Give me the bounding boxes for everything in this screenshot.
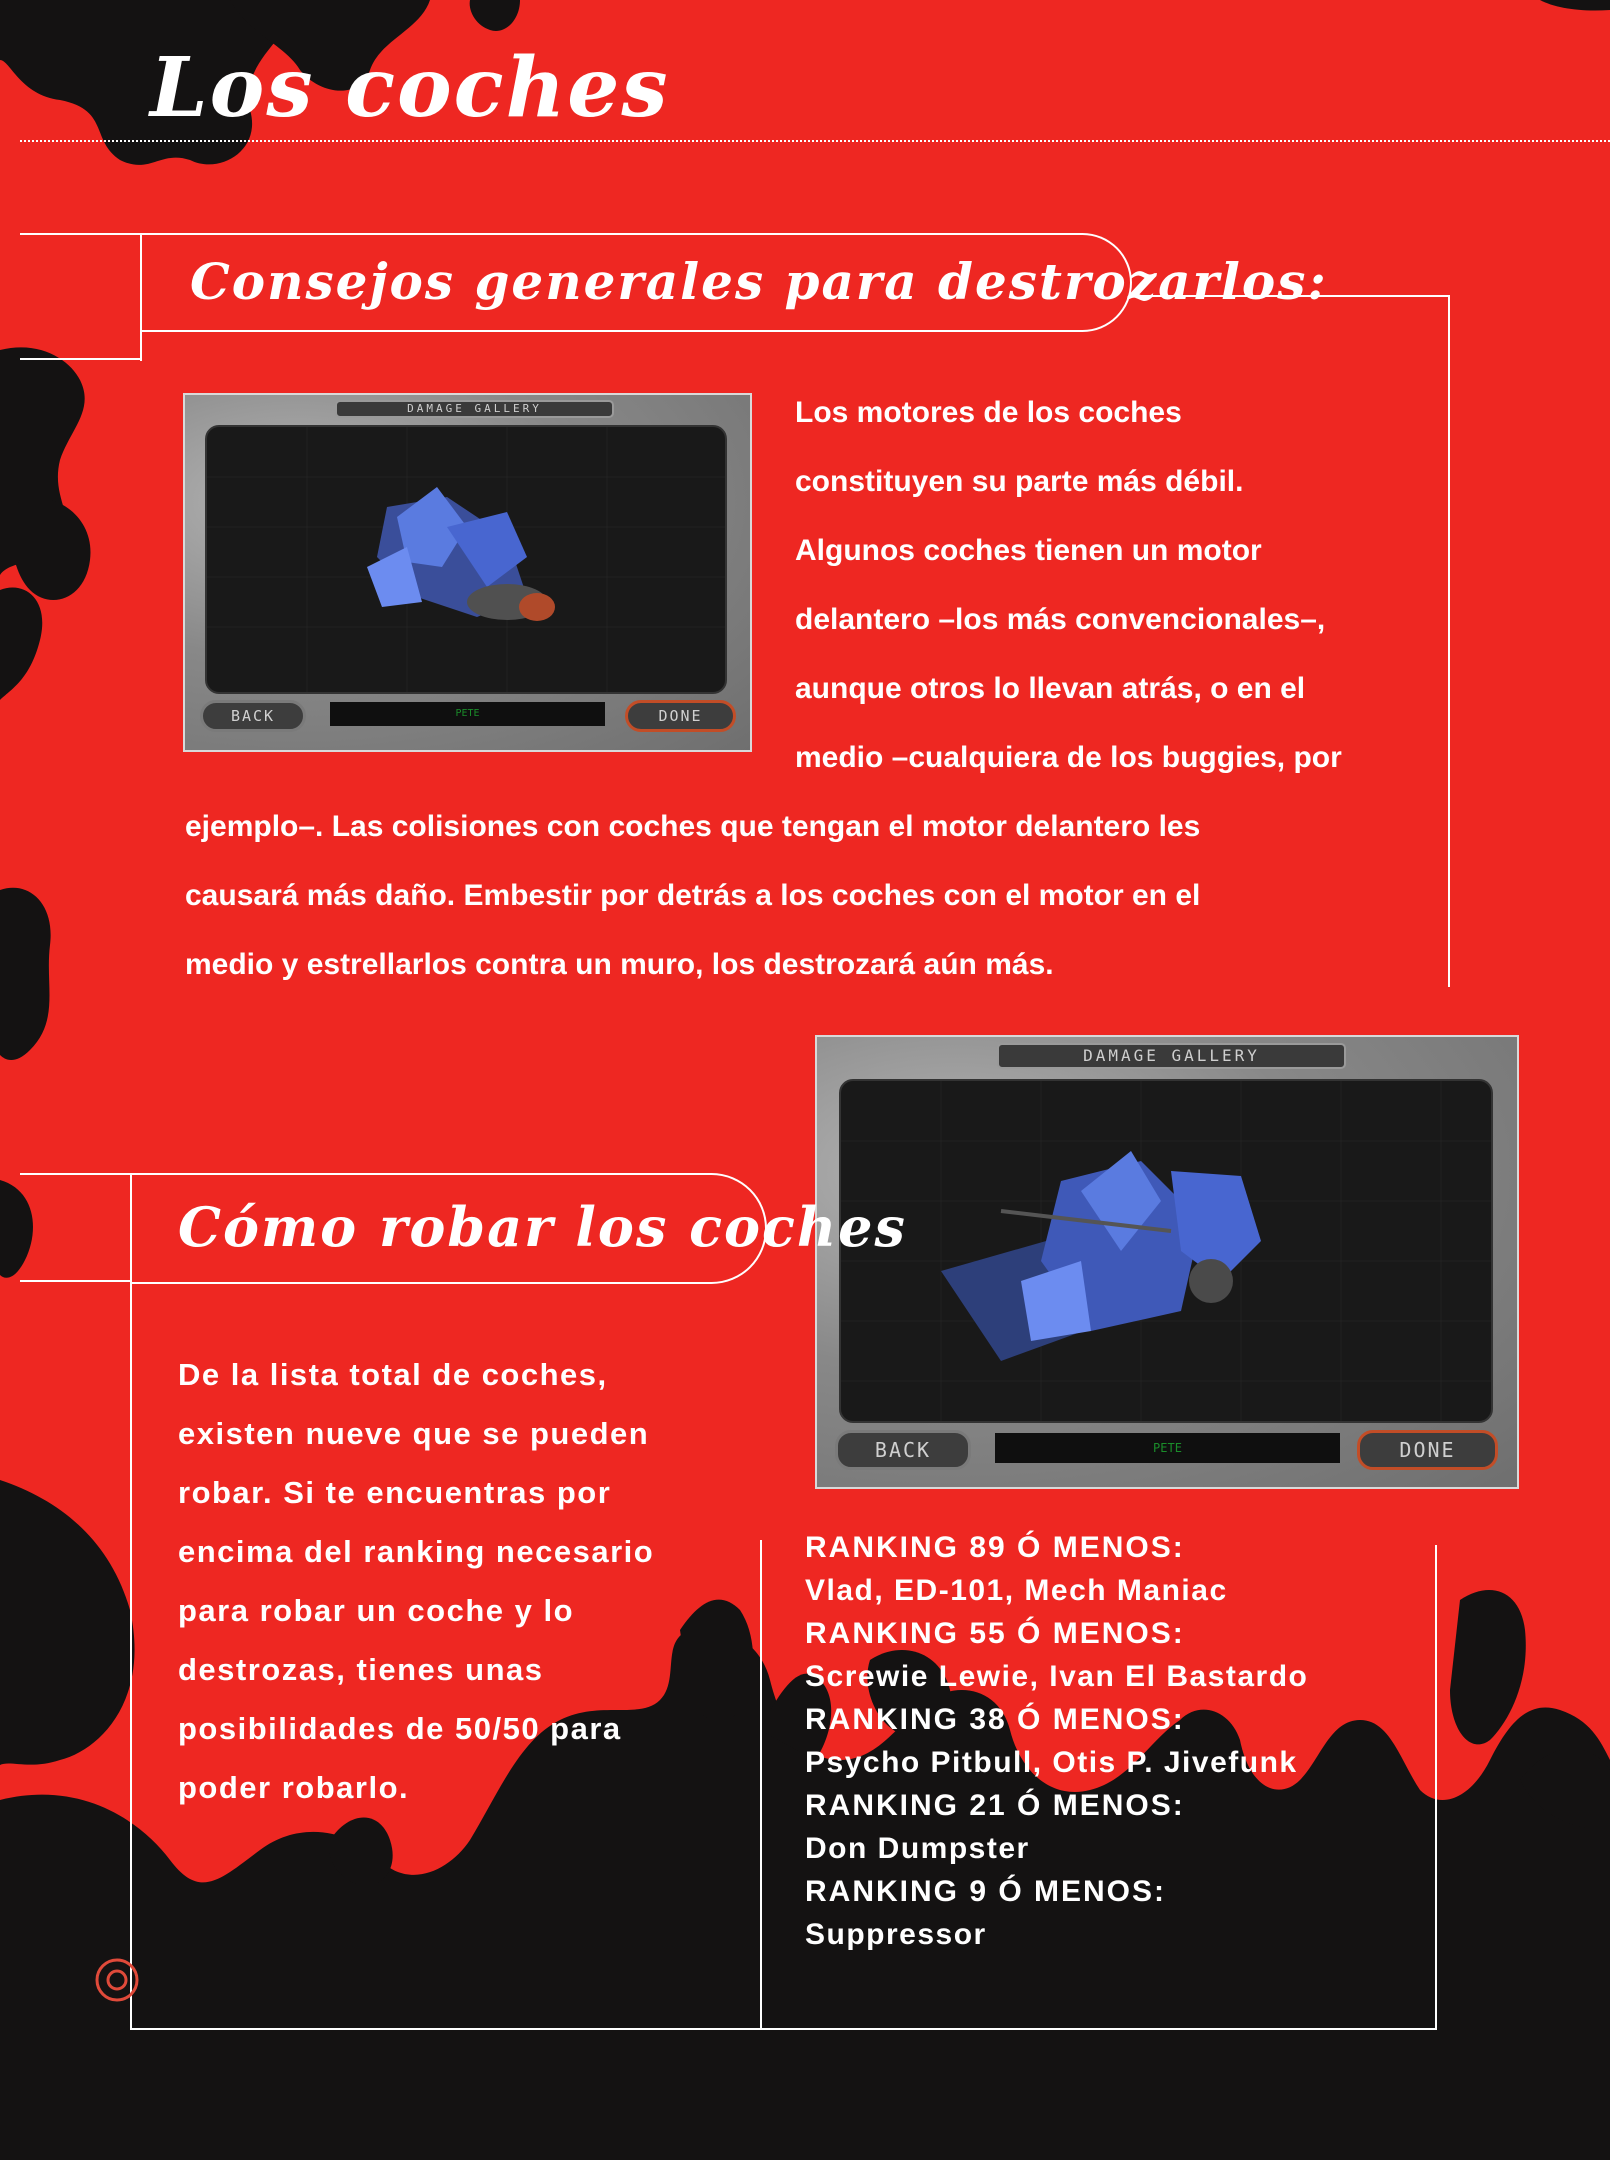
page-title: Los coches bbox=[150, 40, 670, 136]
section1-frame-mid-left bbox=[20, 358, 142, 360]
done-button[interactable]: DONE bbox=[1357, 1430, 1498, 1470]
text-line: causará más daño. Embestir por detrás a los coches con el motor en el bbox=[185, 879, 1201, 912]
text-line: De la lista total de coches, bbox=[178, 1357, 608, 1392]
section2-heading: Cómo robar los coches bbox=[178, 1195, 907, 1259]
text-line: delantero –los más convencionales–, bbox=[795, 603, 1326, 636]
section2-frame-bottom bbox=[130, 2028, 1437, 2030]
section2-frame-mid-left bbox=[20, 1280, 132, 1282]
ranking-cars: Psycho Pitbull, Otis P. Jivefunk bbox=[805, 1746, 1298, 1779]
vehicle-name-field: PETE bbox=[995, 1433, 1340, 1463]
title-dotted-rule bbox=[20, 140, 1610, 142]
wrecked-car-icon bbox=[207, 427, 725, 692]
ranking-cars: Vlad, ED-101, Mech Maniac bbox=[805, 1574, 1228, 1607]
section2-frame-left bbox=[130, 1173, 132, 2028]
section2-divider bbox=[760, 1540, 762, 2030]
section2-frame-right bbox=[1435, 1545, 1437, 2030]
section1-paragraph-bottom bbox=[185, 792, 1425, 999]
ranking-label: RANKING 38 Ó MENOS: bbox=[805, 1703, 1185, 1736]
section2-paragraph bbox=[178, 1345, 738, 1817]
ranking-label: RANKING 55 Ó MENOS: bbox=[805, 1617, 1185, 1650]
damage-gallery-screenshot-2 bbox=[815, 1035, 1519, 1489]
section1-frame-left bbox=[140, 233, 142, 361]
ranking-cars: Screwie Lewie, Ivan El Bastardo bbox=[805, 1660, 1309, 1693]
text-line: existen nueve que se pueden bbox=[178, 1416, 650, 1451]
publisher-logo-icon bbox=[92, 1955, 142, 2005]
screenshot-2-header: DAMAGE GALLERY bbox=[997, 1043, 1346, 1069]
text-line: medio y estrellarlos contra un muro, los destrozará aún más. bbox=[185, 948, 1054, 981]
text-line: para robar un coche y lo bbox=[178, 1593, 575, 1628]
text-line: robar. Si te encuentras por bbox=[178, 1475, 612, 1510]
ranking-label: RANKING 89 Ó MENOS: bbox=[805, 1531, 1185, 1564]
text-line: aunque otros lo llevan atrás, o en el bbox=[795, 672, 1306, 705]
ranking-label: RANKING 21 Ó MENOS: bbox=[805, 1789, 1185, 1822]
screenshot-1-header: DAMAGE GALLERY bbox=[335, 400, 614, 418]
section1-paragraph-top bbox=[795, 378, 1435, 792]
ranking-label: RANKING 9 Ó MENOS: bbox=[805, 1875, 1167, 1908]
vehicle-name-field: PETE bbox=[330, 702, 605, 726]
section1-frame-right bbox=[1448, 295, 1450, 987]
text-line: Algunos coches tienen un motor bbox=[795, 534, 1262, 567]
screenshot-1-viewport bbox=[205, 425, 727, 694]
text-line: destrozas, tienes unas bbox=[178, 1652, 544, 1687]
text-line: medio –cualquiera de los buggies, por bbox=[795, 741, 1342, 774]
ranking-cars: Don Dumpster bbox=[805, 1832, 1030, 1865]
text-line: ejemplo–. Las colisiones con coches que tengan el motor delantero les bbox=[185, 810, 1201, 843]
done-button[interactable]: DONE bbox=[625, 700, 736, 732]
text-line: poder robarlo. bbox=[178, 1770, 410, 1805]
damage-gallery-screenshot-1 bbox=[183, 393, 752, 752]
back-button[interactable]: BACK bbox=[835, 1430, 971, 1470]
section2-frame-top-left bbox=[20, 1173, 130, 1175]
text-line: Los motores de los coches bbox=[795, 396, 1182, 429]
wrecked-car-icon bbox=[841, 1081, 1491, 1421]
ranking-list bbox=[805, 1526, 1425, 1956]
screenshot-2-viewport bbox=[839, 1079, 1493, 1423]
ranking-cars: Suppressor bbox=[805, 1918, 987, 1951]
text-line: constituyen su parte más débil. bbox=[795, 465, 1244, 498]
back-button[interactable]: BACK bbox=[200, 700, 306, 732]
text-line: posibilidades de 50/50 para bbox=[178, 1711, 622, 1746]
text-line: encima del ranking necesario bbox=[178, 1534, 655, 1569]
section1-heading: Consejos generales para destrozarlos: bbox=[190, 252, 1328, 311]
